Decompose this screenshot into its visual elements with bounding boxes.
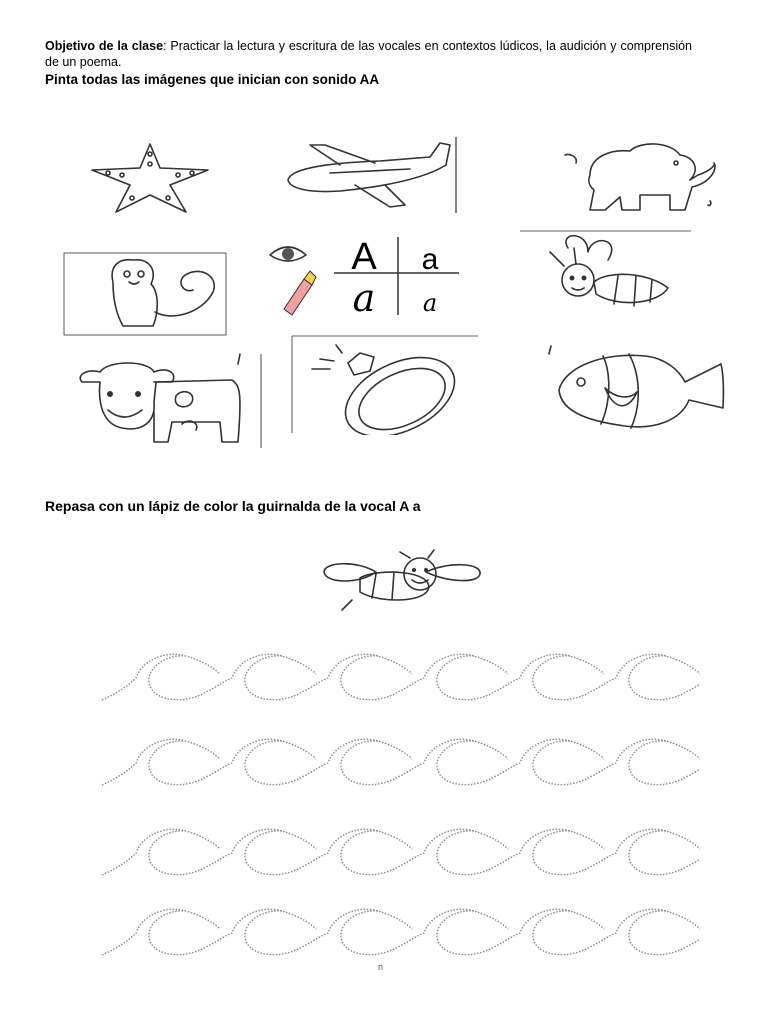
airplane-picture (280, 135, 460, 215)
letter-a-upper-script: a (352, 276, 376, 319)
letter-a-lower-script: a (422, 289, 438, 317)
letter-a-card (264, 233, 464, 319)
instruction-color-pictures: Pinta todas las imágenes que inician con sonido AA (45, 72, 380, 87)
starfish-picture (88, 140, 213, 215)
squirrel-picture (63, 252, 228, 337)
garland-path (102, 654, 700, 700)
objective-label: Objetivo de la clase (45, 39, 164, 53)
bee-small-picture (316, 548, 486, 612)
letter-a-lower-print: a (421, 243, 439, 276)
objective-paragraph (45, 38, 692, 70)
page-mark: n (378, 962, 384, 972)
bee-picture (518, 230, 693, 325)
objective-text: : Practicar la lectura y escritura de las vocales en contextos lúdicos, la audición y comprensión de un poema. (45, 39, 693, 69)
cow-picture (72, 352, 267, 452)
garland-path (102, 829, 700, 875)
garland-row-1 (100, 640, 700, 725)
elephant-picture (560, 135, 720, 217)
garland-row-3 (100, 815, 700, 900)
letter-a-upper-print: A (351, 236, 377, 278)
garland-row-2 (100, 725, 700, 810)
garland-row-4 (100, 895, 700, 980)
garland-path (102, 909, 700, 955)
garland-path (102, 739, 700, 785)
ring-picture (290, 335, 480, 435)
instruction-trace-garland: Repasa con un lápiz de color la guirnalda de la vocal A a (45, 498, 421, 514)
fish-picture (545, 342, 730, 442)
